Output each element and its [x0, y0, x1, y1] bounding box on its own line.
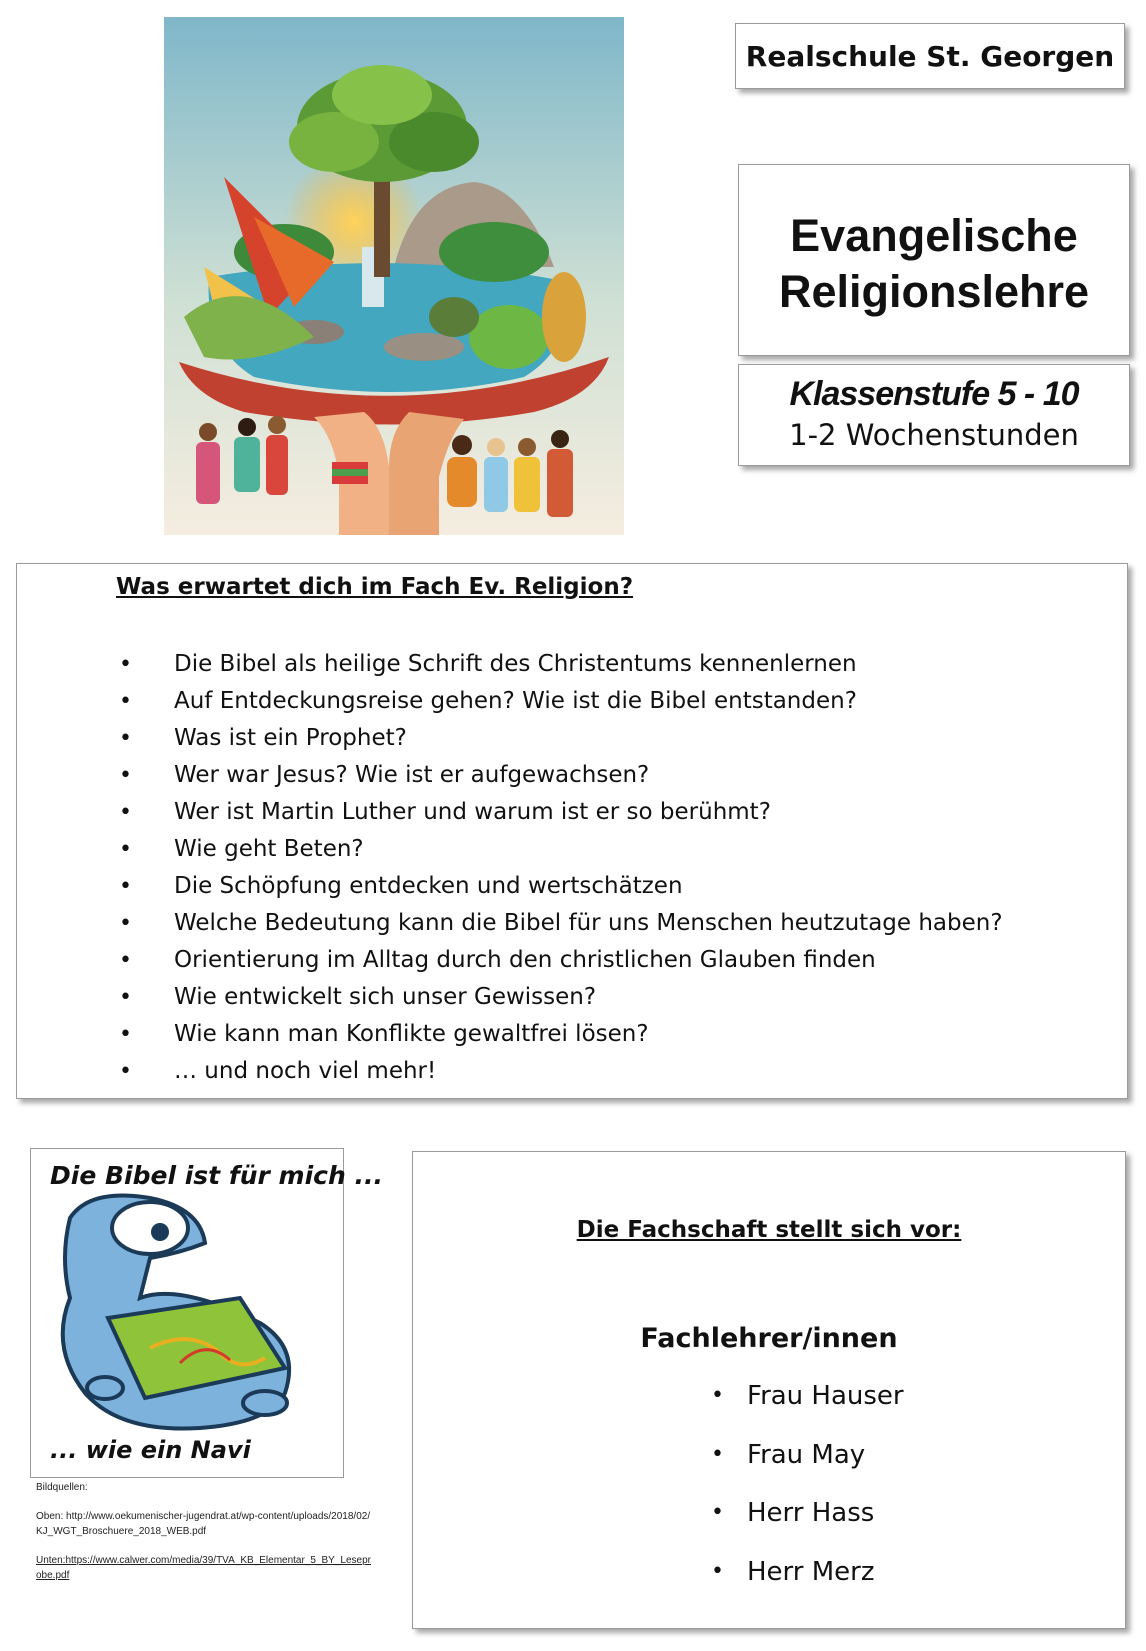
school-name-box [735, 23, 1125, 89]
list-item-text: Welche Bedeutung kann die Bibel für uns Menschen heutzutage haben? [174, 910, 1003, 936]
list-item-text: Orientierung im Alltag durch den christlichen Glauben finden [174, 947, 876, 973]
teacher-name: Herr Merz [747, 1556, 875, 1587]
expectations-box [16, 563, 1128, 1099]
bullet: • [119, 726, 132, 751]
bullet: • [119, 874, 132, 899]
source-bottom-link[interactable]: Unten:https://www.calwer.com/media/39/TVA_KB_Elementar_5_BY_Leseprobe.pdf [36, 1555, 371, 1581]
hero-painting [164, 17, 624, 535]
list-item [119, 831, 1003, 868]
bullet: • [119, 1022, 132, 1047]
source-top: Oben: http://www.oekumenischer-jugendrat.at/wp-content/uploads/2018/02/KJ_WGT_Broschuere_2018_WEB.pdf [36, 1511, 371, 1537]
list-item-text: … und noch viel mehr! [174, 1058, 437, 1084]
sources-label: Bildquellen: [36, 1482, 88, 1493]
teacher-name: Herr Hass [747, 1498, 875, 1528]
list-item-text: Wie kann man Konflikte gewaltfrei lösen? [174, 1021, 649, 1047]
list-item [119, 905, 1003, 942]
hands-holding-world-illustration [164, 17, 624, 535]
bullet: • [119, 1059, 132, 1084]
list-item [119, 683, 1003, 720]
list-item [119, 646, 1003, 683]
school-name: Realschule St. Georgen [745, 39, 1115, 73]
list-item-text: Die Schöpfung entdecken und wertschätzen [174, 873, 683, 899]
weekly-hours: 1-2 Wochenstunden [789, 418, 1079, 452]
expectations-list [119, 646, 1003, 1090]
list-item [119, 794, 1003, 831]
image-sources [36, 1480, 376, 1583]
list-item [711, 1493, 904, 1552]
bullet: • [119, 837, 132, 862]
expectations-heading: Was erwartet dich im Fach Ev. Religion? [116, 574, 634, 600]
list-item [711, 1552, 904, 1611]
navi-top-text: Die Bibel ist für mich ... [50, 1161, 383, 1190]
grade-range: Klassenstufe 5 - 10 [789, 375, 1079, 413]
faculty-box [412, 1151, 1126, 1629]
bullet: • [119, 948, 132, 973]
teachers-list [711, 1376, 904, 1610]
bullet: • [711, 1558, 724, 1584]
bible-navi-image [30, 1148, 383, 1478]
bullet: • [119, 689, 132, 714]
subject-title-line-2: Religionslehre [778, 266, 1090, 317]
grade-info-box [738, 364, 1130, 466]
list-item-text: Die Bibel als heilige Schrift des Christentums kennenlernen [174, 651, 857, 677]
list-item-text: Wer ist Martin Luther und warum ist er so berühmt? [174, 799, 771, 825]
list-item [711, 1435, 904, 1494]
subject-title-line-1: Evangelische [790, 210, 1078, 261]
bullet: • [119, 800, 132, 825]
subject-title-box [738, 164, 1130, 356]
list-item [119, 942, 1003, 979]
list-item-text: Wer war Jesus? Wie ist er aufgewachsen? [174, 762, 650, 788]
subject-title [779, 208, 1089, 320]
people-left [196, 416, 288, 504]
list-item [119, 720, 1003, 757]
teachers-heading: Fachlehrer/innen [640, 1323, 898, 1354]
navi-bottom-text: ... wie ein Navi [50, 1436, 251, 1464]
list-item [119, 1016, 1003, 1053]
list-item-text: Was ist ein Prophet? [174, 725, 407, 751]
bullet: • [119, 911, 132, 936]
teacher-name: Frau Hauser [747, 1381, 904, 1411]
faculty-heading: Die Fachschaft stellt sich vor: [576, 1217, 962, 1243]
bible-navi-illustration [30, 1148, 383, 1478]
list-item-text: Wie entwickelt sich unser Gewissen? [174, 984, 597, 1010]
list-item [119, 757, 1003, 794]
bullet: • [711, 1441, 724, 1467]
list-item-text: Wie geht Beten? [174, 836, 364, 862]
bullet: • [119, 652, 132, 677]
list-item [119, 1053, 1003, 1090]
list-item [119, 979, 1003, 1016]
bullet: • [711, 1500, 724, 1525]
bullet: • [119, 763, 132, 788]
teacher-name: Frau May [747, 1439, 866, 1470]
list-item [711, 1376, 904, 1435]
list-item [119, 868, 1003, 905]
bullet: • [119, 985, 132, 1010]
list-item-text: Auf Entdeckungsreise gehen? Wie ist die Bibel entstanden? [174, 688, 857, 714]
bullet: • [711, 1383, 724, 1408]
